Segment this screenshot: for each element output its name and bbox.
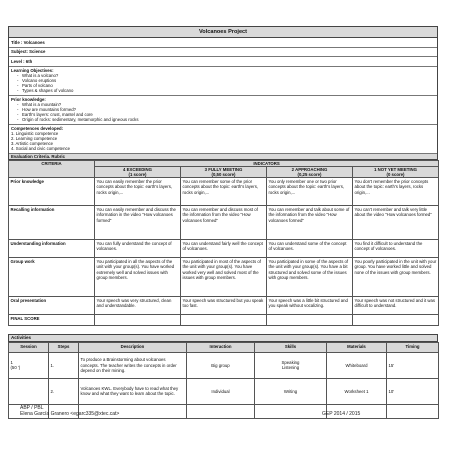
activity-description: To produce a Brainstorming about volcanoes concepts. The teacher writes the concepts in order depend on their mining.	[79, 352, 187, 378]
activity-empty-cell	[387, 404, 439, 418]
objective-item-text: Volcano eruptions	[22, 77, 57, 83]
rubric-row	[9, 258, 439, 297]
rubric-cell: You only remember one or two prior concepts about the topic: earth's layers, rocks origin,...	[267, 178, 353, 206]
rubric-cell: You find it difficult to understand the concept of volcanoes.	[353, 240, 439, 258]
rubric-criteria: Prior knowledge	[9, 178, 95, 206]
rubric-cell: You participated in most of the aspects of the unit with your group(s). You have worked very well and solved most of the issues with group members.	[181, 258, 267, 297]
list-dash: -	[17, 77, 23, 83]
rubric-row	[9, 240, 439, 258]
rubric-cell: You participated in all the aspects of the unit with your group(s). You have worked extremely well and solved issues with group members.	[95, 258, 181, 297]
activity-skills: Writing	[255, 378, 327, 404]
prior-knowledge-section	[9, 96, 437, 125]
prior-heading: Prior knowledge:	[11, 96, 46, 102]
activity-session: 1 (50 ')	[9, 352, 49, 378]
rubric-cell: You participated in some of the aspects of the unit with your group(s). You have a bit structured and solved some of the issues with group members.	[267, 258, 353, 297]
activity-materials: Worksheet 1	[327, 378, 387, 404]
rubric-criteria: FINAL SCORE	[9, 315, 95, 326]
competences-list	[11, 131, 435, 152]
activities-header: Interaction	[187, 342, 255, 352]
rubric-cell: Your speech was very structured, clean and understandable.	[95, 297, 181, 315]
rubric-heading: Evaluation Criteria. Rubric	[8, 154, 438, 160]
list-dash: -	[17, 112, 23, 118]
list-dash: -	[17, 88, 23, 94]
level-score: (1 score)	[128, 172, 147, 178]
rubric-cell: You can easily remember and discuss the information in the video "How volcanoes formed"	[95, 206, 181, 240]
rubric-cell	[353, 315, 439, 326]
prior-item-text: How are mountains formed?	[22, 106, 76, 112]
level-header	[353, 166, 439, 178]
list-dash: -	[17, 106, 23, 112]
level-name: 4 EXCEEDING	[123, 166, 152, 172]
objectives-section	[9, 67, 437, 96]
activity-row	[9, 378, 439, 404]
competence-item-text: 3. Artistic competence	[11, 141, 54, 147]
project-title: Volcanoes Project	[8, 26, 438, 38]
rubric-cell: You can understand fairly well the concept of volcanoes.	[181, 240, 267, 258]
objectives-heading: Learning Objectives:	[11, 67, 54, 73]
rubric-row	[9, 206, 439, 240]
activities-header: Materials	[327, 342, 387, 352]
level-header	[181, 166, 267, 178]
competence-item-text: 1. Linguistic competence	[11, 130, 59, 136]
list-dash: -	[17, 117, 23, 123]
rubric-cell: You can remember and talk about some of the information from the video "How volcanoes formed"	[267, 206, 353, 240]
rubric-criteria: Group work	[9, 258, 95, 297]
rubric-cell: You poorly participated in the unit with your group. You have worked little and solved none of the issues with group members.	[353, 258, 439, 297]
rubric-cell: You don't remember the prior concepts about the topic: earth's layers, rocks origin,...	[353, 178, 439, 206]
level-header	[95, 166, 181, 178]
prior-item-text: What is a mountain?	[22, 101, 62, 107]
rubric-cell: Your speech was not structured and it was difficult to understand.	[353, 297, 439, 315]
level-field: Level : 6th	[9, 57, 437, 67]
footer-course: ABP / PBL	[20, 405, 44, 411]
competences-section	[9, 125, 437, 154]
rubric-row	[9, 178, 439, 206]
activity-description: Volcanoes KWL. Everybody have to read what they know and what they want to learn about the topic.	[79, 378, 187, 404]
level-name: 1 NOT YET MEETING	[374, 166, 417, 172]
rubric-criteria: Understanding information	[9, 240, 95, 258]
rubric-cell: You can understand some of the concept of volcanoes.	[267, 240, 353, 258]
rubric-cell	[267, 315, 353, 326]
subject-field: Subject: Science	[9, 48, 437, 58]
level-name: 3 FULLY MEETING	[204, 166, 243, 172]
project-info	[8, 38, 438, 154]
rubric-cell	[181, 315, 267, 326]
objective-item	[11, 88, 435, 93]
rubric-cell: Your speech was a little bit structured and you speak without vocalizing.	[267, 297, 353, 315]
activity-interaction: Individual	[187, 378, 255, 404]
level-score: (0 score)	[386, 172, 405, 178]
objective-item-text: What is a volcano?	[22, 72, 59, 78]
activity-empty-cell	[255, 404, 327, 418]
activity-materials: Whiteboard	[327, 352, 387, 378]
document-page	[8, 26, 438, 419]
competence-item-text: 4. Social and civic competence	[11, 146, 70, 152]
activities-title: Activities	[8, 334, 438, 342]
competences-heading: Competences developed:	[11, 125, 64, 131]
activities-header: Steps	[49, 342, 79, 352]
rubric-cell: You can't remember and talk very little about the video "How volcanoes formed"	[353, 206, 439, 240]
footer-author: Elena García Granero <egarc335@xtec.cat>	[20, 411, 120, 417]
prior-item	[11, 117, 435, 122]
rubric-criteria: Recalling information	[9, 206, 95, 240]
prior-item-text: Earth's layers: crust, mantel and core	[22, 112, 93, 118]
title-field: Title : Volcanoes	[9, 38, 437, 48]
footer-left	[20, 405, 119, 417]
activities-header: Session	[9, 342, 49, 352]
rubric-criteria: Oral presentation	[9, 297, 95, 315]
rubric-row	[9, 297, 439, 315]
rubric-cell	[95, 315, 181, 326]
list-dash: -	[17, 72, 23, 78]
level-header	[267, 166, 353, 178]
activity-step: 2.	[49, 378, 79, 404]
competence-item	[11, 146, 435, 151]
objective-item-text: Types & shapes of volcano	[22, 88, 74, 94]
rubric-cell: You can remember and discuss most of the information from the video "How volcanoes formed"	[181, 206, 267, 240]
level-name: 2 APPROACHING	[291, 166, 328, 172]
prior-list	[11, 102, 435, 123]
criteria-header: CRITERIA	[9, 160, 95, 178]
activity-session	[9, 378, 49, 404]
activity-row	[9, 352, 439, 378]
footer-year: GEP 2014 / 2015	[322, 411, 361, 417]
objective-item-text: Parts of volcano	[22, 83, 53, 89]
activities-header: Description	[79, 342, 187, 352]
rubric-row	[9, 315, 439, 326]
activity-timing: 10'	[387, 378, 439, 404]
rubric-cell: You can easily remember the prior concepts about the topic: earth's layers, rocks origin,...	[95, 178, 181, 206]
activity-interaction: Big group	[187, 352, 255, 378]
indicators-header: INDICATORS	[95, 160, 439, 166]
list-dash: -	[17, 83, 23, 89]
prior-item-text: Origin of rocks: sedimentary, metamorphic and igneous rocks	[22, 117, 139, 123]
activity-timing: 15'	[387, 352, 439, 378]
rubric-table	[8, 160, 439, 327]
activities-header: Skills	[255, 342, 327, 352]
list-dash: -	[17, 101, 23, 107]
activities-header: Timing	[387, 342, 439, 352]
competence-item-text: 2. Learning competence	[11, 135, 58, 141]
activity-skills: Speaking Listening	[255, 352, 327, 378]
rubric-cell: You can fully understand the concept of volcanoes.	[95, 240, 181, 258]
level-score: (0,50 score)	[211, 172, 236, 178]
rubric-cell: Your speech was structured but you speak too fast.	[181, 297, 267, 315]
activity-empty-cell	[187, 404, 255, 418]
rubric-cell: You can remember some of the prior concepts about the topic: earth's layers, rocks origin,...	[181, 178, 267, 206]
activity-step: 1.	[49, 352, 79, 378]
level-score: (0,25 score)	[297, 172, 322, 178]
objectives-list	[11, 73, 435, 94]
